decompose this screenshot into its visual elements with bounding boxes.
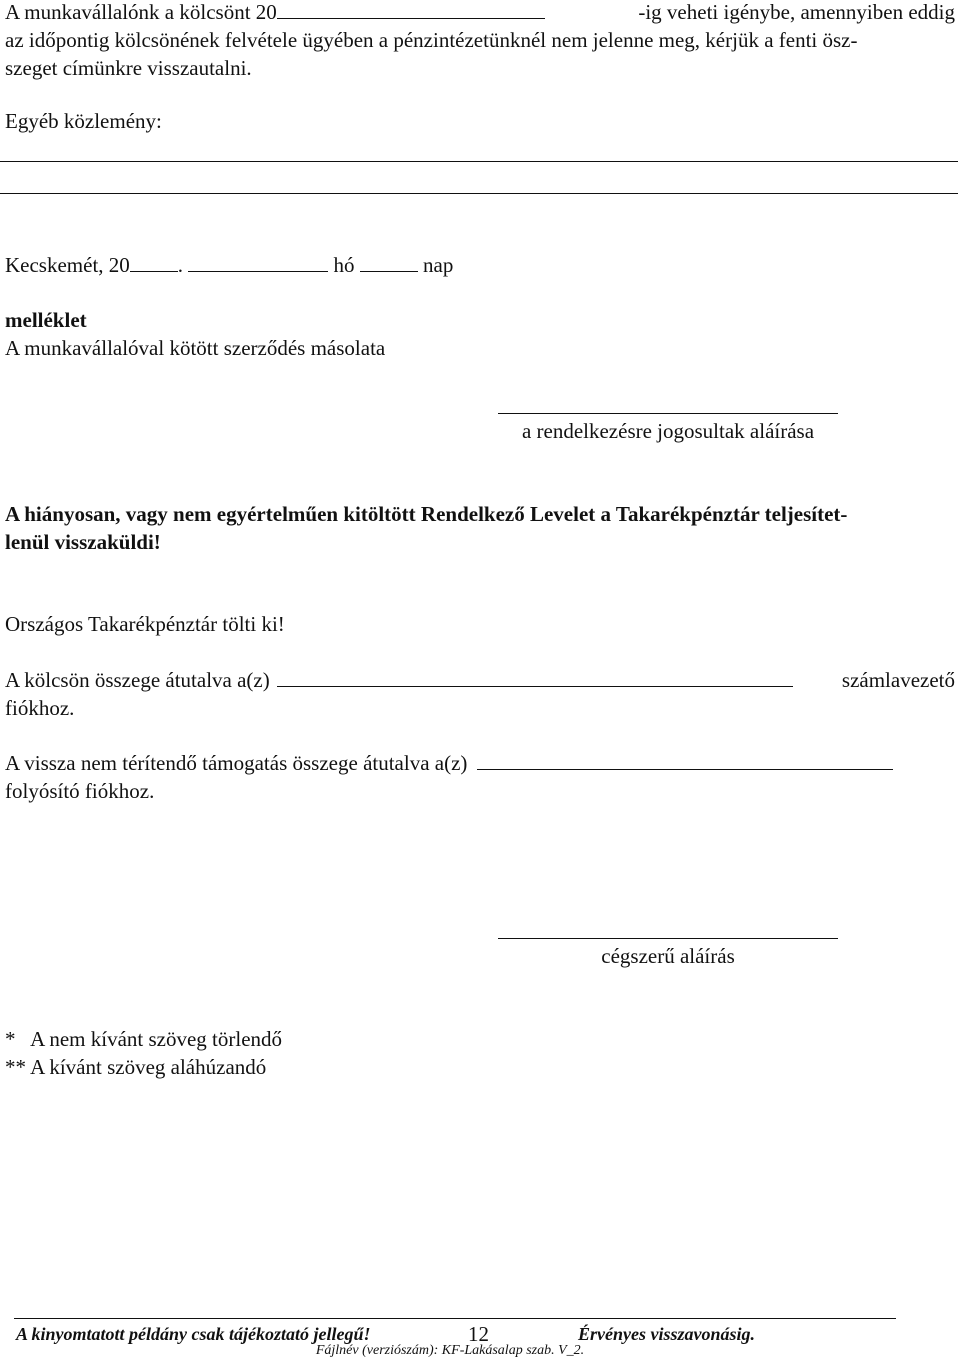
transfer-1-suffix: számlavezető [841, 668, 955, 692]
note-1: * A nem kívánt szöveg törlendő [5, 1027, 283, 1051]
transfer-1-branch: fiókhoz. [5, 696, 75, 720]
deadline-blank-field[interactable] [277, 0, 545, 19]
transfer-2-text: A vissza nem térítendő támogatás összege átutalva a(z) [5, 751, 468, 775]
note-blank-line-1[interactable] [0, 161, 958, 162]
footer-validity: Érvényes visszavonásig. [578, 1324, 755, 1344]
note-blank-line-2[interactable] [0, 193, 958, 194]
signature-line-1[interactable] [498, 413, 838, 414]
day-blank-field[interactable] [360, 251, 418, 272]
footer-disclaimer: A kinyomtatott példány csak tájékoztató jellegű! [16, 1324, 371, 1344]
date-city: Kecskemét, 20 [5, 253, 130, 277]
date-dot: . [177, 253, 184, 277]
egyeb-kozlemeny-label: Egyéb közlemény: [5, 109, 162, 133]
signature-label-2: cégszerű aláírás [601, 944, 735, 968]
warning-line-1: A hiányosan, vagy nem egyértelműen kitöltött Rendelkező Levelet a Takarékpénztár teljesítet- [5, 502, 848, 526]
transfer-2-branch: folyósító fiókhoz. [5, 779, 155, 803]
warning-line-2: lenül visszaküldi! [5, 530, 161, 554]
attachment-title: melléklet [5, 308, 87, 332]
month-blank-field[interactable] [188, 251, 328, 272]
intro-line-2: az időpontig kölcsönének felvétele ügyében a pénzintézetünknél nem jelenne meg, kérjük a fenti ösz- [5, 28, 858, 52]
intro-line-3: szeget címünkre visszautalni. [5, 56, 252, 80]
attachment-text: A munkavállalóval kötött szerződés másolata [5, 336, 386, 360]
disbursing-branch-blank-field[interactable] [477, 749, 893, 770]
page-number: 12 [468, 1322, 489, 1346]
intro-line-1 [5, 0, 955, 26]
account-branch-blank-field[interactable] [277, 666, 793, 687]
transfer-1-line [5, 666, 955, 694]
month-label: hó [333, 253, 355, 277]
bank-fill-heading: Országos Takarékpénztár tölti ki! [5, 612, 285, 636]
signature-line-2[interactable] [498, 938, 838, 939]
intro-line-1-a: A munkavállalónk a kölcsönt 20 [5, 0, 277, 24]
footer-rule [14, 1318, 896, 1319]
transfer-1-text: A kölcsön összege átutalva a(z) [5, 668, 270, 692]
note-2: ** A kívánt szöveg aláhúzandó [5, 1055, 267, 1079]
year-blank-field[interactable] [130, 251, 178, 272]
date-line [5, 251, 453, 279]
day-label: nap [423, 253, 454, 277]
intro-line-1-b: -ig veheti igénybe, amennyiben eddig [638, 0, 955, 24]
footer-filename: Fájlnév (verziószám): KF-Lakásalap szab. V_2. [315, 1343, 585, 1358]
signature-label-1: a rendelkezésre jogosultak aláírása [521, 419, 815, 443]
transfer-2-line [5, 749, 893, 777]
